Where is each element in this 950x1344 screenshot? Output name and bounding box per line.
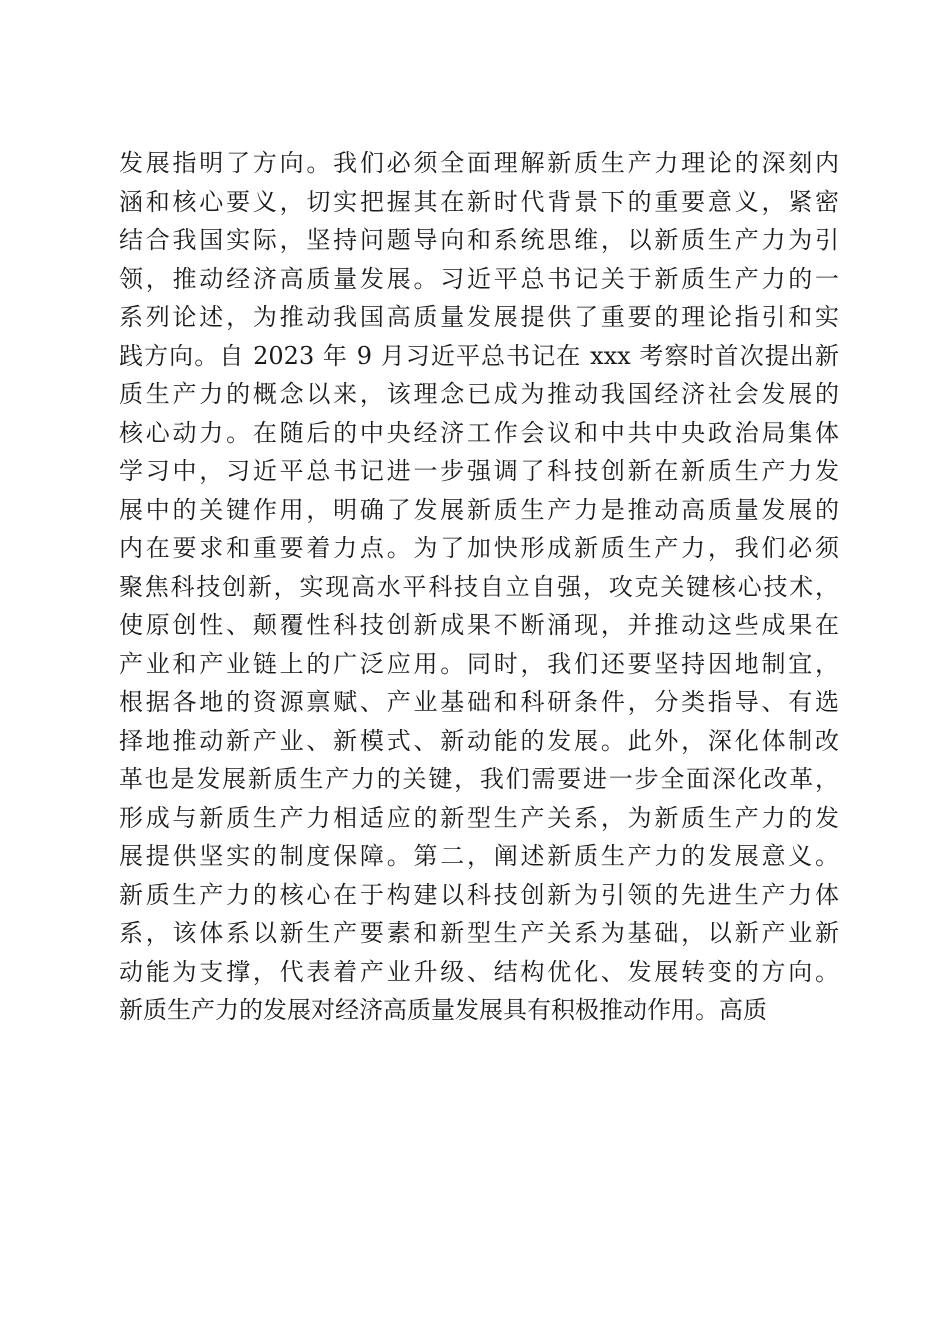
- text-line: 使原创性、颠覆性科技创新成果不断涌现，并推动这些成果在: [119, 611, 839, 639]
- text-line: 产业和产业链上的广泛应用。同时，我们还要坚持因地制宜，: [119, 649, 839, 678]
- text-line: 涵和核心要义，切实把握其在新时代背景下的重要意义，紧密: [119, 187, 839, 216]
- text-line: 展中的关键作用，明确了发展新质生产力是推动高质量发展的: [119, 495, 839, 524]
- text-line: 聚焦科技创新，实现高水平科技自立自强，攻克关键核心技术，: [119, 572, 839, 601]
- text-line: 践方向。自 2023 年 9 月习近平总书记在 xxx 考察时首次提出新: [119, 341, 839, 370]
- text-line: 形成与新质生产力相适应的新型生产关系，为新质生产力的发: [119, 803, 839, 832]
- text-line: 质生产力的概念以来，该理念已成为推动我国经济社会发展的: [119, 380, 839, 408]
- body-text: [119, 144, 839, 1030]
- text-line: 发展指明了方向。我们必须全面理解新质生产力理论的深刻内: [119, 149, 839, 177]
- text-line: 根据各地的资源禀赋、产业基础和科研条件，分类指导、有选: [119, 688, 839, 716]
- text-line: 系，该体系以新生产要素和新型生产关系为基础，以新产业新: [119, 919, 839, 947]
- text-line: 系列论述，为推动我国高质量发展提供了重要的理论指引和实: [119, 303, 839, 331]
- text-line: 新质生产力的核心在于构建以科技创新为引领的先进生产力体: [119, 880, 839, 909]
- text-line: 动能为支撑，代表着产业升级、结构优化、发展转变的方向。: [119, 957, 839, 986]
- text-line: 择地推动新产业、新模式、新动能的发展。此外，深化体制改: [119, 726, 839, 755]
- text-line: 领，推动经济高质量发展。习近平总书记关于新质生产力的一: [119, 264, 839, 293]
- text-line: 革也是发展新质生产力的关键，我们需要进一步全面深化改革，: [119, 765, 839, 793]
- text-line: 结合我国实际，坚持问题导向和系统思维，以新质生产力为引: [119, 226, 839, 254]
- text-line: 内在要求和重要着力点。为了加快形成新质生产力，我们必须: [119, 534, 839, 562]
- text-line: 展提供坚实的制度保障。第二，阐述新质生产力的发展意义。: [119, 842, 839, 870]
- text-line: 学习中，习近平总书记进一步强调了科技创新在新质生产力发: [119, 457, 839, 485]
- text-line: 核心动力。在随后的中央经济工作会议和中共中央政治局集体: [119, 418, 839, 447]
- text-line: 新质生产力的发展对经济高质量发展具有积极推动作用。高质: [119, 996, 767, 1024]
